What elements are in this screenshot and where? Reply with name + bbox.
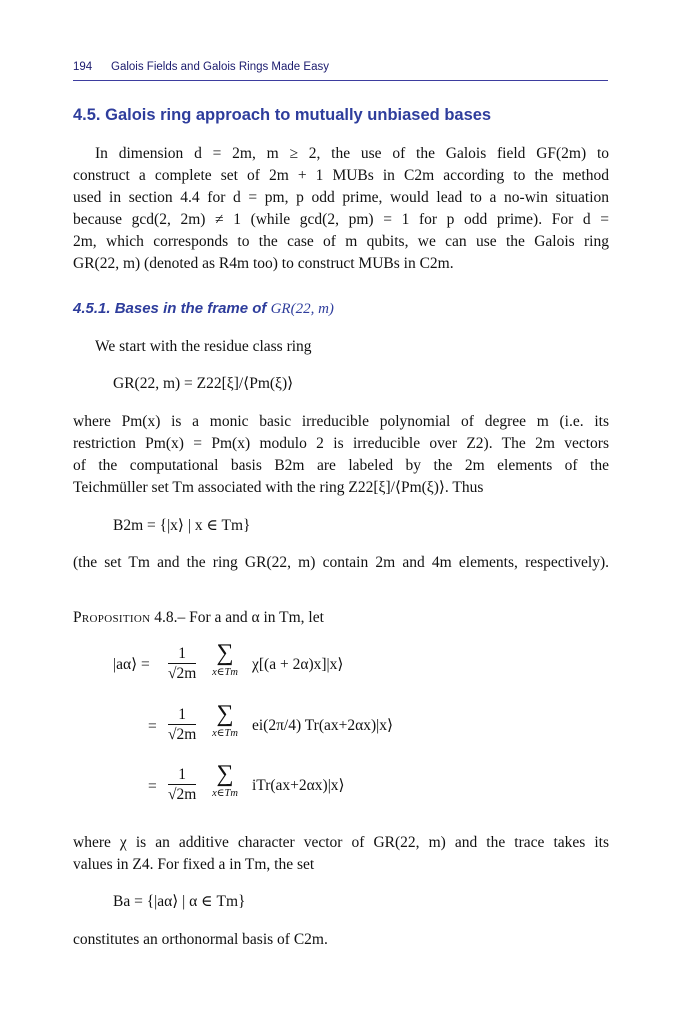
subsection-heading	[73, 300, 334, 318]
section-heading: 4.5. Galois ring approach to mutually unbiased bases	[73, 106, 492, 124]
equation-residue-ring: GR(22, m) = Z22[ξ]/⟨Pm(ξ)⟩	[113, 375, 294, 392]
sum-subscript: x∈Tm	[212, 788, 238, 799]
paragraph-elements-count: (the set Tm and the ring GR(22, m) contain 2m and 4m elements, respectively).	[73, 554, 609, 571]
eq3-frac-2	[168, 706, 196, 744]
eq3-term-3: iTr(ax+2αx)|x⟩	[252, 777, 345, 794]
sum-symbol-1: ∑ x∈Tm	[200, 640, 250, 678]
intro-line-5: 2m, which corresponds to the case of m qubits, we can use the Galois ring	[73, 233, 609, 250]
eq3-term-1: χ[(a + 2α)x]|x⟩	[252, 656, 344, 673]
frac-numerator: 1	[168, 645, 196, 664]
frac-denominator: √2m	[168, 786, 197, 803]
p4-line-1: where χ is an additive character vector of GR(22, m) and the trace takes its	[73, 834, 609, 851]
sum-symbol-2: ∑ x∈Tm	[200, 701, 250, 739]
eq3-frac-1	[168, 645, 196, 683]
book-title: Galois Fields and Galois Rings Made Easy	[111, 61, 329, 73]
p2-line-2: restriction Pm(x) = Pm(x) modulo 2 is irreducible over Z2). The 2m vectors	[73, 435, 609, 452]
p4-line-2: values in Z4. For fixed a in Tm, the set	[73, 856, 315, 873]
intro-line-4: because gcd(2, 2m) ≠ 1 (while gcd(2, pm) = 1 for p odd prime). For d =	[73, 211, 609, 228]
page-number: 194	[73, 61, 93, 73]
intro-line-1: In dimension d = 2m, m ≥ 2, the use of the Galois field GF(2m) to	[95, 145, 609, 162]
subsection-title-text: 4.5.1. Bases in the frame of	[73, 300, 267, 317]
p2-line-1: where Pm(x) is a monic basic irreducible polynomial of degree m (i.e. its	[73, 413, 609, 430]
proposition-text: For a and α in Tm, let	[189, 609, 324, 626]
frac-denominator: √2m	[168, 665, 197, 682]
eq3-term-2: ei(2π/4) Tr(ax+2αx)|x⟩	[252, 717, 394, 734]
subsection-title-math: GR(22, m)	[270, 301, 334, 317]
running-header	[73, 58, 608, 81]
sum-symbol-3: ∑ x∈Tm	[200, 761, 250, 799]
eq3-frac-3	[168, 766, 196, 804]
intro-line-3: used in section 4.4 for d = pm, p odd prime, would lead to a no-win situation	[73, 189, 609, 206]
proposition-label: Proposition	[73, 609, 151, 626]
paragraph-residue-ring: We start with the residue class ring	[95, 338, 312, 355]
eq3-lhs: |aα⟩ =	[113, 656, 150, 673]
eq3-equals-2: =	[148, 718, 157, 735]
frac-numerator: 1	[168, 766, 196, 785]
equation-basis-a: Ba = {|aα⟩ | α ∈ Tm}	[113, 893, 246, 910]
sum-subscript: x∈Tm	[212, 667, 238, 678]
equation-computational-basis: B2m = {|x⟩ | x ∈ Tm}	[113, 517, 251, 534]
eq3-equals-3: =	[148, 778, 157, 795]
frac-numerator: 1	[168, 706, 196, 725]
proposition-number: 4.8.–	[154, 609, 186, 626]
paragraph-conclusion: constitutes an orthonormal basis of C2m.	[73, 931, 328, 948]
p2-line-3: of the computational basis B2m are labeled by the 2m elements of the	[73, 457, 609, 474]
p2-line-4: Teichmüller set Tm associated with the ring Z22[ξ]/⟨Pm(ξ)⟩. Thus	[73, 479, 484, 496]
proposition	[73, 608, 609, 627]
frac-denominator: √2m	[168, 726, 197, 743]
sum-subscript: x∈Tm	[212, 728, 238, 739]
intro-line-6: GR(22, m) (denoted as R4m too) to construct MUBs in C2m.	[73, 255, 454, 272]
intro-line-2: construct a complete set of 2m + 1 MUBs in C2m according to the method	[73, 167, 609, 184]
